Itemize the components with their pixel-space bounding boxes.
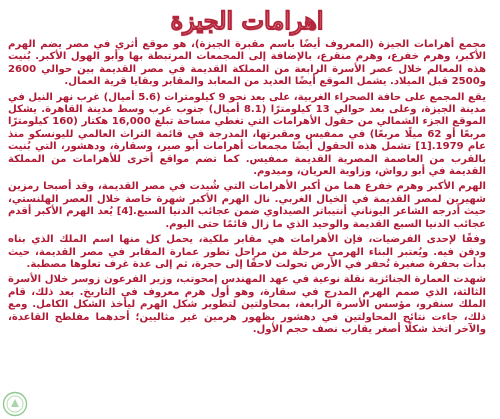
paragraph: شهدت العمارة الجنائزية نقلة نوعية في عهد المهندس إمحوتب، وزير الفرعون زوسر خلال الأسرة الثالثة، الذي صمم الهرم المدرج في سقارة، وهو أول هرم معروف في التاريخ. بعد ذلك، قام الملك سنفرو، مؤسس الأسرة الرابعة، بمحاولتين لتطوير شكل الهرم ليأخذ الشكل الكامل. ومع ذلك، جاءت نتائج المحاولتين في دهشور بظهور هرمين غير مثاليين؛ أحدهما مفلطح القاعدة، والآخر اتخذ شكلًا أصغر يقارب نصف حجم الأول. [8,274,486,335]
paragraph: وفقًا لإحدى الفرضيات، فإن الأهرامات هي مقابر ملكية، يحمل كل منها اسم الملك الذي بناه ودفن فيه. ويُعتبر البناء الهرمي مرحلة من مراحل تطور عمارة المقابر في مصر القديمة، حيث بدأت بحفرة صغيرة تُحفر في الأرض تحولت لاحقًا إلى حجرة، ثم إلى عدة غرف تعلوها مصطبة. [8,234,486,270]
document-title: اهرامات الجيزة [170,6,324,35]
document-body [8,39,486,336]
watermark-logo-icon [2,391,28,417]
paragraph: الهرم الأكبر وهرم خفرع هما من أكبر الأهرامات التي شُيدت في مصر القديمة، وقد أصبحا رمزين شهيرين لمصر القديمة في الخيال الغربي. نال الهرم الأكبر شهرة خاصة خلال العصر الهلنستي، حيث أدرجه الشاعر اليوناني أنتيباتر الصيداوي ضمن عجائب الدنيا السبع.[4] يُعد الهرم الأكبر أقدم عجائب الدنيا السبع القديمة والوحيد الذي ما زال قائمًا حتى اليوم. [8,181,486,230]
paragraph: يقع المجمع على حافة الصحراء الغربية، على بعد نحو 9 كيلومترات (5.6 أميال) غرب نهر النيل في مدينة الجيزة، وعلى بعد حوالي 13 كيلومترًا (8.1 أميال) جنوب غرب وسط مدينة القاهرة. يشكل الموقع الجزء الشمالي من حقول الأهرامات التي تغطي مساحة تبلغ 16,000 هكتار (160 كيلومترًا مربعًا أو 62 ميلًا مربعًا) في ممفيس ومقبرتها، المدرجة في قائمة التراث العالمي لليونسكو منذ عام 1979.[1] تشمل هذه الحقول أيضًا مجمعات أهرامات أبو صير، وسقارة، ودهشور، التي بُنيت بالقرب من العاصمة المصرية القديمة ممفيس. كما تضم مواقع أخرى للأهرامات من المملكة القديمة في أبو رواش، وزاوية العريان، وميدوم. [8,91,486,178]
paragraph: مجمع أهرامات الجيزة (المعروف أيضًا باسم مقبرة الجيزة)، هو موقع أثري في مصر يضم الهرم الأكبر، وهرم خفرع، وهرم منقرع، بالإضافة إلى المجمعات المرتبطة بها وأبو الهول الأكبر. بُنيت هذه المعالم خلال عصر الأسرة الرابعة من المملكة القديمة في مصر القديمة بين حوالي 2600 و2500 قبل الميلاد. يشمل الموقع أيضًا العديد من المعابد والمقابر وبقايا قرية العمال. [8,39,486,88]
